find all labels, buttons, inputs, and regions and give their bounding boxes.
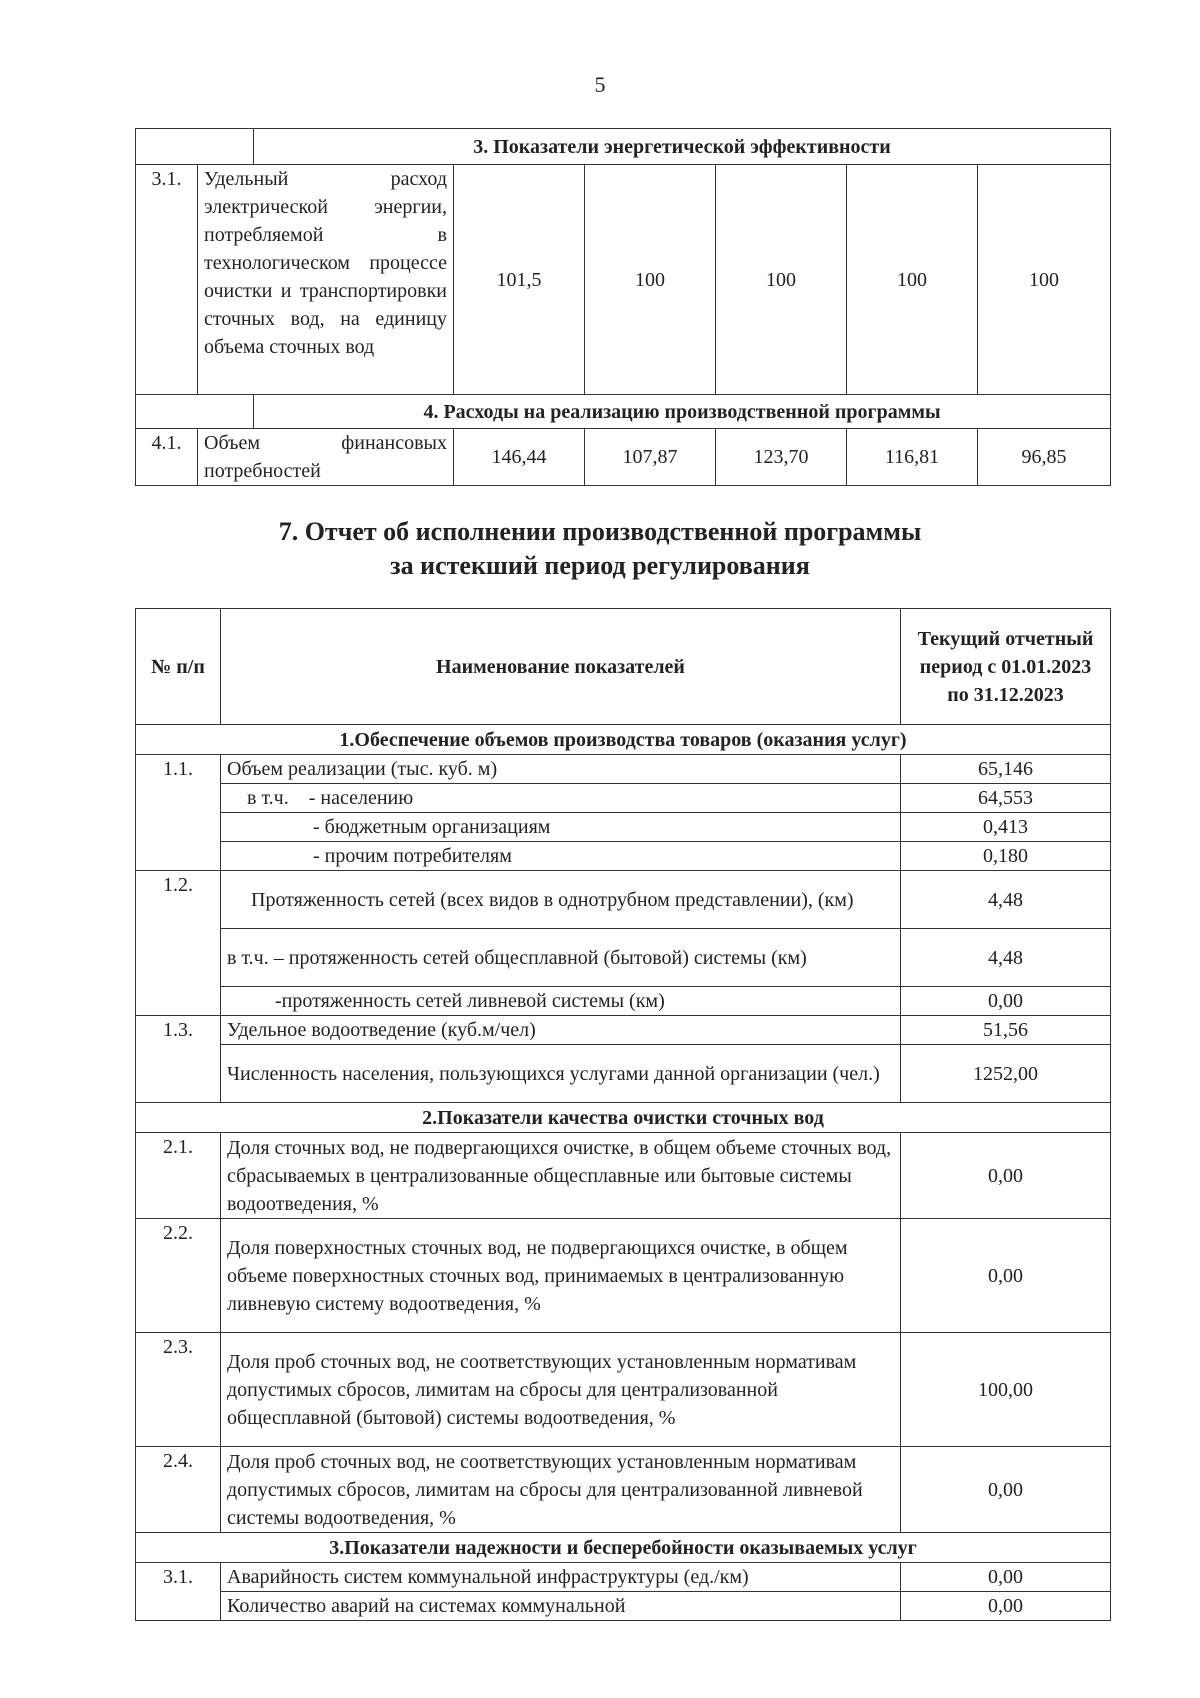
row-number: 2.3. [136, 1333, 221, 1447]
section-4-title: 4. Расходы на реализацию производственной программы [254, 395, 1111, 429]
table-row [136, 1016, 1111, 1045]
value-cell: 116,81 [847, 429, 978, 486]
indicator-name: Доля проб сточных вод, не соответствующих установленным нормативам допустимых сбросов, лимитам на сбросы для централизованной ливневой системы водоотведения, % [221, 1447, 901, 1533]
indicator-name: Объем финансовых потребностей [198, 429, 454, 486]
indicator-name: в т.ч. - населению [221, 784, 901, 813]
indicator-name: Доля сточных вод, не подвергающихся очистке, в общем объеме сточных вод, сбрасываемых в централизованные общесплавные или бытовые системы водоотведения, % [221, 1133, 901, 1219]
empty-cell [136, 129, 254, 165]
indicator-name: Количество аварий на системах коммунальной [221, 1592, 901, 1621]
indicator-name: в т.ч. – протяженность сетей общесплавной (бытовой) системы (км) [221, 929, 901, 987]
table-row [136, 1045, 1111, 1103]
value-cell: 4,48 [901, 871, 1111, 929]
value-cell: 100 [585, 165, 716, 395]
indicator-name: Численность населения, пользующихся услугами данной организации (чел.) [221, 1045, 901, 1103]
indicator-name: Аварийность систем коммунальной инфраструктуры (ед./км) [221, 1563, 901, 1592]
value-cell: 0,413 [901, 813, 1111, 842]
section-1-header-row [136, 725, 1111, 755]
value-cell: 0,00 [901, 987, 1111, 1016]
value-cell: 101,5 [454, 165, 585, 395]
section-3-title: 3.Показатели надежности и бесперебойности оказываемых услуг [136, 1533, 1111, 1563]
report-table [135, 608, 1111, 1621]
value-cell: 0,00 [901, 1592, 1111, 1621]
value-cell: 100 [978, 165, 1111, 395]
table-row [136, 987, 1111, 1016]
indicators-table-continued [135, 128, 1111, 486]
table-row [136, 755, 1111, 784]
indicator-name: - прочим потребителям [221, 842, 901, 871]
section-4-header-row [136, 395, 1111, 429]
table-row [136, 1592, 1111, 1621]
table-row [136, 1133, 1111, 1219]
row-number: 2.1. [136, 1133, 221, 1219]
indicator-name: Протяженность сетей (всех видов в однотрубном представлении), (км) [221, 871, 901, 929]
row-number: 4.1. [136, 429, 198, 486]
value-cell: 100,00 [901, 1333, 1111, 1447]
page-number: 5 [594, 72, 606, 97]
table-row [136, 1563, 1111, 1592]
table-row [136, 429, 1111, 486]
value-cell: 4,48 [901, 929, 1111, 987]
indicator-name: Доля проб сточных вод, не соответствующих установленным нормативам допустимых сбросов, лимитам на сбросы для централизованной общесплавной (бытовой) системы водоотведения, % [221, 1333, 901, 1447]
section-3-title: 3. Показатели энергетической эффективности [254, 129, 1111, 165]
indicator-name: Удельный расход электрической энергии, потребляемой в технологическом процессе очистки и транспортировки сточных вод, на единицу объема сточных вод [198, 165, 454, 395]
section-3-header-row [136, 129, 1111, 165]
table-row [136, 1333, 1111, 1447]
value-cell: 107,87 [585, 429, 716, 486]
table-row [136, 1219, 1111, 1333]
value-cell: 51,56 [901, 1016, 1111, 1045]
section-1-title: 1.Обеспечение объемов производства товаров (оказания услуг) [136, 725, 1111, 755]
row-number: 1.1. [136, 755, 221, 871]
value-cell: 0,00 [901, 1219, 1111, 1333]
header-period: Текущий отчетный период с 01.01.2023 по 31.12.2023 [901, 609, 1111, 725]
table-row [136, 871, 1111, 929]
header-number: № п/п [136, 609, 221, 725]
table-row [136, 784, 1111, 813]
table-row [136, 842, 1111, 871]
row-number: 1.2. [136, 871, 221, 1016]
indicator-name: Доля поверхностных сточных вод, не подвергающихся очистке, в общем объеме поверхностных сточных вод, принимаемых в централизованную ливневую систему водоотведения, % [221, 1219, 901, 1333]
row-number: 2.2. [136, 1219, 221, 1333]
value-cell: 0,00 [901, 1447, 1111, 1533]
value-cell: 123,70 [716, 429, 847, 486]
value-cell: 96,85 [978, 429, 1111, 486]
value-cell: 100 [716, 165, 847, 395]
table-row [136, 929, 1111, 987]
value-cell: 0,180 [901, 842, 1111, 871]
indicator-name: - бюджетным организациям [221, 813, 901, 842]
indicator-name: Объем реализации (тыс. куб. м) [221, 755, 901, 784]
indicator-name: Удельное водоотведение (куб.м/чел) [221, 1016, 901, 1045]
header-name: Наименование показателей [221, 609, 901, 725]
value-cell: 64,553 [901, 784, 1111, 813]
value-cell: 146,44 [454, 429, 585, 486]
value-cell: 65,146 [901, 755, 1111, 784]
indicator-name: -протяженность сетей ливневой системы (км) [221, 987, 901, 1016]
section-2-header-row [136, 1103, 1111, 1133]
section-3-header-row [136, 1533, 1111, 1563]
value-cell: 100 [847, 165, 978, 395]
empty-cell [136, 395, 254, 429]
section-heading-line-1: 7. Отчет об исполнении производственной программы [278, 517, 922, 546]
row-number: 2.4. [136, 1447, 221, 1533]
table-row [136, 165, 1111, 395]
value-cell: 0,00 [901, 1133, 1111, 1219]
table-row [136, 813, 1111, 842]
row-number: 1.3. [136, 1016, 221, 1103]
value-cell: 1252,00 [901, 1045, 1111, 1103]
section-heading-line-2: за истекший период регулирования [390, 551, 810, 580]
row-number: 3.1. [136, 165, 198, 395]
value-cell: 0,00 [901, 1563, 1111, 1592]
table-header-row [136, 609, 1111, 725]
row-number: 3.1. [136, 1563, 221, 1621]
table-row [136, 1447, 1111, 1533]
section-2-title: 2.Показатели качества очистки сточных вод [136, 1103, 1111, 1133]
